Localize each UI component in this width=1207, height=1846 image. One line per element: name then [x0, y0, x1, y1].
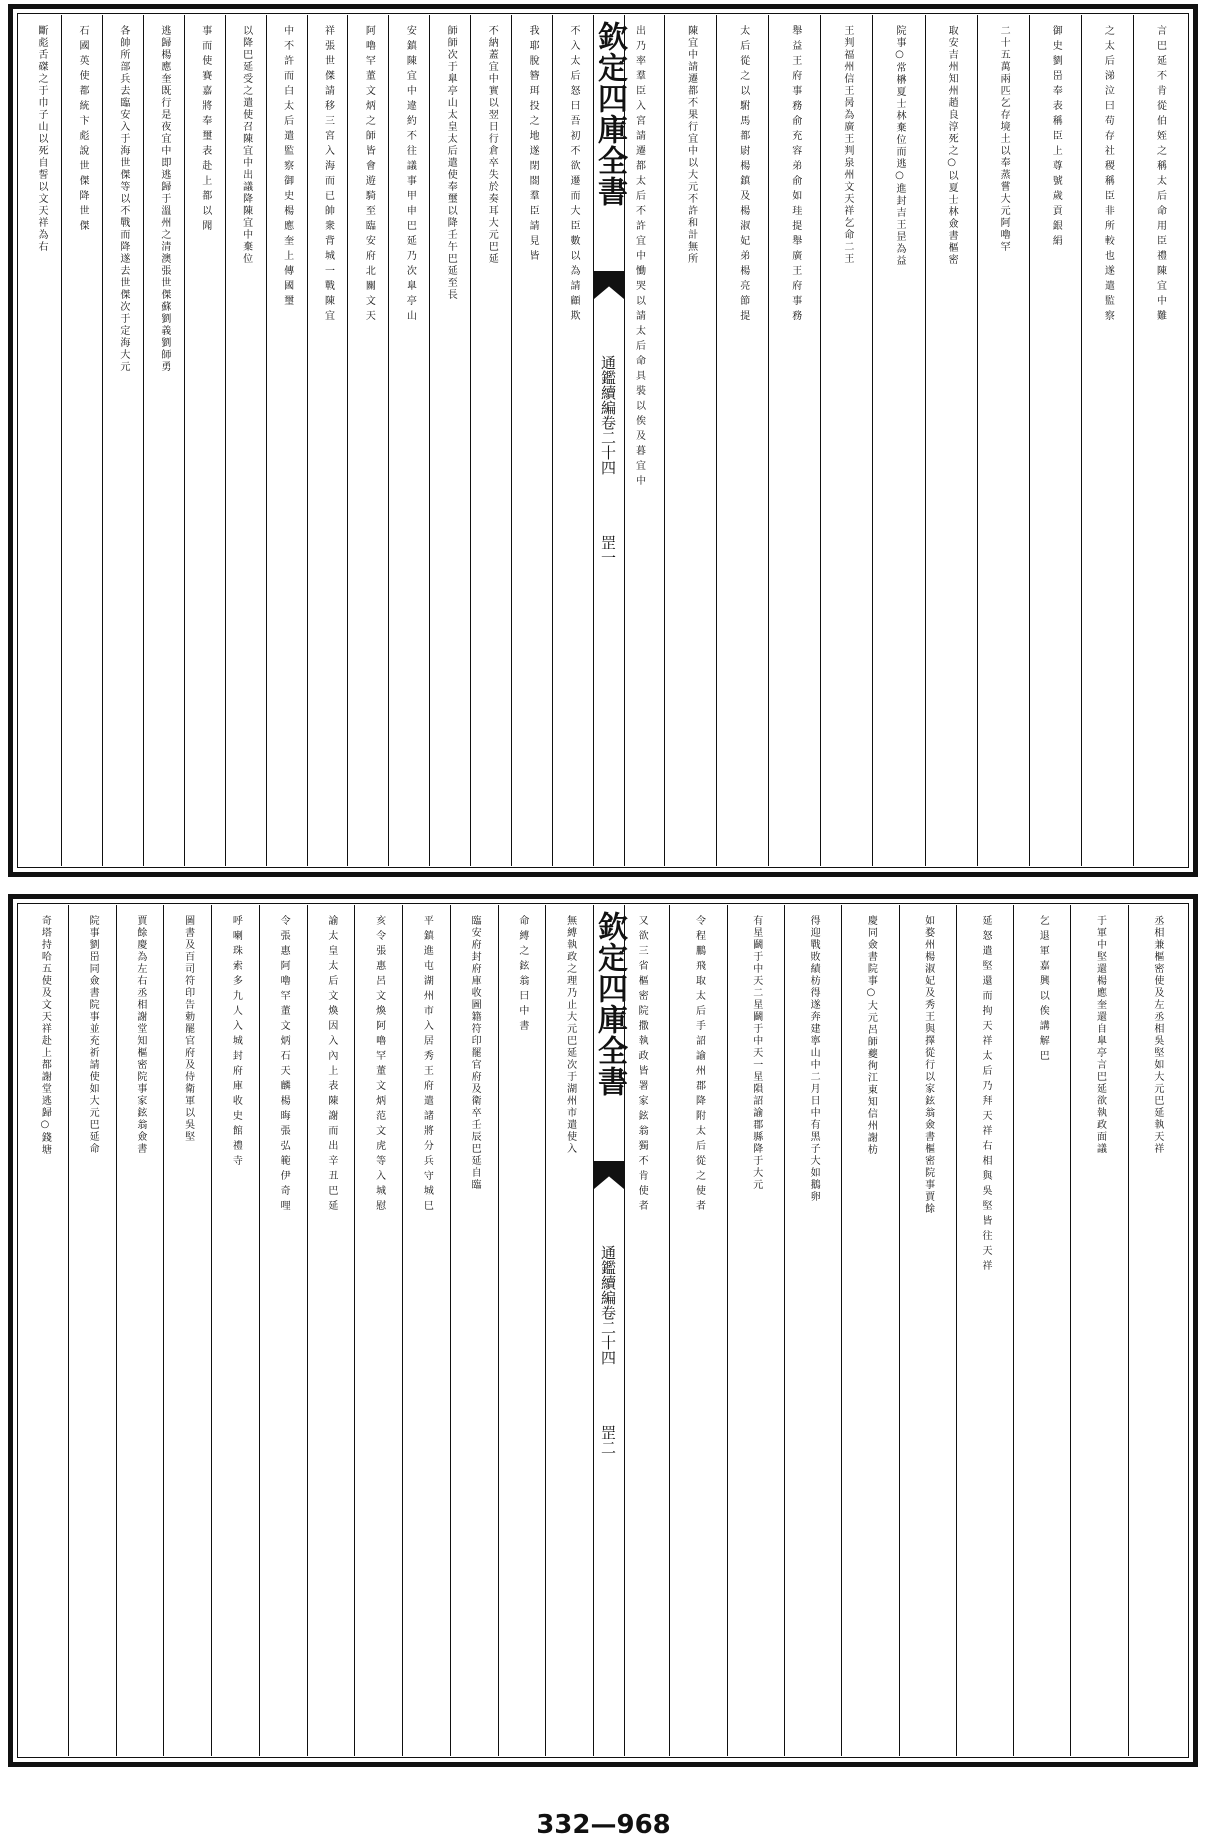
text-column	[225, 15, 266, 866]
column-text: 各帥所部兵去臨安入于海世傑等以不戰而降遂去世傑次于定海大元	[117, 25, 129, 373]
column-text: 又欲三省樞密院撒執政皆署家鉉翁獨不肯使者	[636, 915, 648, 1215]
column-text: 臨安府封府庫收圖籍符印罷官府及衛卒壬辰巴延自臨	[469, 915, 481, 1191]
column-text: 師師次于臯亭山太皇太后遣使奉璽以降壬午巴延至長	[445, 25, 457, 301]
column-text: 中不許而白太后遣監察御史楊應奎上傳國璽	[281, 25, 293, 310]
book-title: 欽定四庫全書	[592, 21, 627, 207]
text-column	[784, 905, 841, 1756]
column-text: 安鎮陳宜中違約不往議事甲申巴延乃次臯亭山	[404, 25, 416, 325]
column-text: 事而使賽嘉將奉璽表赴上都以聞	[199, 25, 211, 235]
column-text: 奇塔持哈五使及文天祥赴上都謝堂逃歸○錢塘	[39, 915, 51, 1156]
column-text: 二十五萬兩匹乞存境土以奉蒸嘗大元阿嚕罕	[998, 25, 1010, 253]
book-title: 欽定四庫全書	[592, 911, 627, 1097]
text-column	[61, 15, 102, 866]
text-column	[925, 15, 977, 866]
text-column	[143, 15, 184, 866]
text-column	[511, 15, 552, 866]
bottom-left-half	[21, 905, 593, 1756]
column-text: 圖書及百司符印告勅罷官府及侍衛軍以吳堅	[182, 915, 194, 1143]
text-column	[211, 905, 259, 1756]
text-column	[716, 15, 768, 866]
text-column	[956, 905, 1013, 1756]
column-text: 我耶脫簪珥投之地遂閉閤羣臣請見皆	[527, 25, 539, 265]
text-column	[347, 15, 388, 866]
column-text: 舉益王府事務俞充容弟俞如珪提舉廣王府事務	[789, 25, 801, 325]
column-text: 丞相兼樞密使及左丞相吳堅如大元巴延執天祥	[1151, 915, 1163, 1155]
fish-tail-mark-icon	[594, 1161, 624, 1189]
text-column	[899, 905, 956, 1756]
text-column	[1081, 15, 1133, 866]
text-column	[841, 905, 898, 1756]
fish-tail-mark-icon	[594, 271, 624, 299]
text-column	[498, 905, 546, 1756]
text-column	[354, 905, 402, 1756]
text-column	[552, 15, 593, 866]
top-left-half	[21, 15, 593, 866]
text-column	[1128, 905, 1185, 1756]
text-column	[1133, 15, 1185, 866]
footer-code: 332—968	[536, 1810, 671, 1840]
text-column	[307, 905, 355, 1756]
column-text: 出乃率羣臣入宮請遷都太后不許宜中慟哭以請太后命具裝以俟及暮宜中	[633, 25, 645, 490]
text-column	[768, 15, 820, 866]
text-column	[669, 905, 726, 1756]
text-column	[388, 15, 429, 866]
column-text: 祥張世傑請移三宮入海而已帥衆背城一戰陳宜	[322, 25, 334, 325]
text-column	[450, 905, 498, 1756]
top-right-half	[613, 15, 1185, 866]
column-text: 延怒遣堅還而拘天祥太后乃拜天祥右相與吳堅皆往天祥	[979, 915, 991, 1275]
text-column	[727, 905, 784, 1756]
column-text: 令張惠阿嚕罕董文炳石天麟楊晦張弘範伊奇哩	[278, 915, 290, 1215]
bottom-page	[8, 894, 1198, 1767]
column-text: 得迎戰敗績枋得遂奔建寧山中二月日中有黑子大如鵝卵	[808, 915, 820, 1203]
center-title-strip	[593, 15, 625, 866]
column-text: 院事劉岊同僉書院事並充祈請使如大元巴延命	[87, 915, 99, 1155]
text-column	[820, 15, 872, 866]
column-text: 取安吉州知州趙良淳死之○以夏士林僉書樞密	[946, 25, 958, 266]
text-column	[307, 15, 348, 866]
column-text: 院事○常楙夏士林棄位而逃○進封吉王昰為益	[893, 25, 905, 267]
column-text: 逃歸楊應奎既行是夜宜中即逃歸于溫州之清澳張世傑蘇劉義劉師勇	[158, 25, 170, 373]
page-number: 罡一	[599, 535, 617, 565]
column-text: 令程鵬飛取太后手詔諭州郡降附太后從之使者	[693, 915, 705, 1215]
column-text: 慶同僉書院事○大元呂師夔徇江東知信州謝枋	[865, 915, 877, 1156]
column-text: 不納蓋宜中實以翌日行倉卒失於奏耳大元巴延	[486, 25, 498, 265]
text-column	[259, 905, 307, 1756]
column-text: 平鎮進屯湖州市入居秀王府遣諸將分兵守城巳	[421, 915, 433, 1215]
center-title-strip	[593, 905, 625, 1756]
column-text: 諭太皇太后文煥因入內上表陳謝而出辛丑巴延	[325, 915, 337, 1215]
column-text: 言巴延不肯從伯姪之稱太后命用臣禮陳宜中難	[1154, 25, 1166, 325]
column-text: 乞退軍嘉興以俟講解巴	[1037, 915, 1049, 1065]
text-column	[116, 905, 164, 1756]
column-text: 呼喇珠索多九人入城封府庫收史館禮寺	[230, 915, 242, 1170]
top-page	[8, 4, 1198, 877]
page-number: 罡二	[599, 1425, 617, 1455]
text-column	[184, 15, 225, 866]
text-column	[977, 15, 1029, 866]
column-text: 以降巴延受之遣使召陳宜中出議降陳宜中棄位	[240, 25, 252, 265]
bottom-right-half	[613, 905, 1185, 1756]
column-text: 御史劉岊奉表稱臣上尊號歲貢銀絹	[1050, 25, 1062, 250]
text-column	[402, 905, 450, 1756]
text-column	[664, 15, 716, 866]
text-column	[872, 15, 924, 866]
column-text: 之太后涕泣曰苟存社稷稱臣非所較也遂遣監察	[1102, 25, 1114, 325]
column-text: 太后從之以駙馬都尉楊鎮及楊淑妃弟楊亮節提	[737, 25, 749, 325]
column-text: 王判福州信王昺為廣王判泉州文天祥乞命二王	[841, 25, 853, 265]
text-column	[470, 15, 511, 866]
column-text: 陳宜中請遷都不果行宜中以大元不許和計無所	[685, 25, 697, 265]
text-column	[545, 905, 593, 1756]
text-column	[102, 15, 143, 866]
text-column	[68, 905, 116, 1756]
column-text: 斷彪舌磔之于巾子山以死自誓以文天祥為右	[36, 25, 48, 253]
column-text: 不入太后怒曰吾初不欲遷而大臣數以為請顧欺	[568, 25, 580, 325]
column-text: 石國英使都統卞彪說世傑降世傑	[76, 25, 88, 235]
text-column	[1070, 905, 1127, 1756]
column-text: 賈餘慶為左右丞相謝堂知樞密院事家鉉翁僉書	[134, 915, 146, 1155]
column-text: 有星鬬于中天二星鬬于中天一星隕詔諭郡縣降于大元	[750, 915, 762, 1191]
volume-label: 通鑑續編卷二十四	[599, 355, 617, 475]
text-column	[429, 15, 470, 866]
column-text: 命縛之鉉翁曰中書	[516, 915, 528, 1035]
column-text: 無縛執政之理乃止大元巴延次于湖州市遣使入	[564, 915, 576, 1155]
text-column	[21, 905, 68, 1756]
volume-label: 通鑑續編卷二十四	[599, 1245, 617, 1365]
column-text: 如婺州楊淑妃及秀王與擇從行以家鉉翁僉書樞密院事賈餘	[922, 915, 934, 1215]
column-text: 于軍中堅還楊應奎還自臯亭言巴延欲執政面議	[1094, 915, 1106, 1155]
text-column	[1029, 15, 1081, 866]
text-column	[1013, 905, 1070, 1756]
column-text: 亥令張惠呂文煥阿嚕罕董文炳范文虎等入城慰	[373, 915, 385, 1215]
text-column	[266, 15, 307, 866]
text-column	[163, 905, 211, 1756]
text-column	[21, 15, 61, 866]
column-text: 阿嚕罕董文炳之師皆會遊騎至臨安府北關文天	[363, 25, 375, 325]
